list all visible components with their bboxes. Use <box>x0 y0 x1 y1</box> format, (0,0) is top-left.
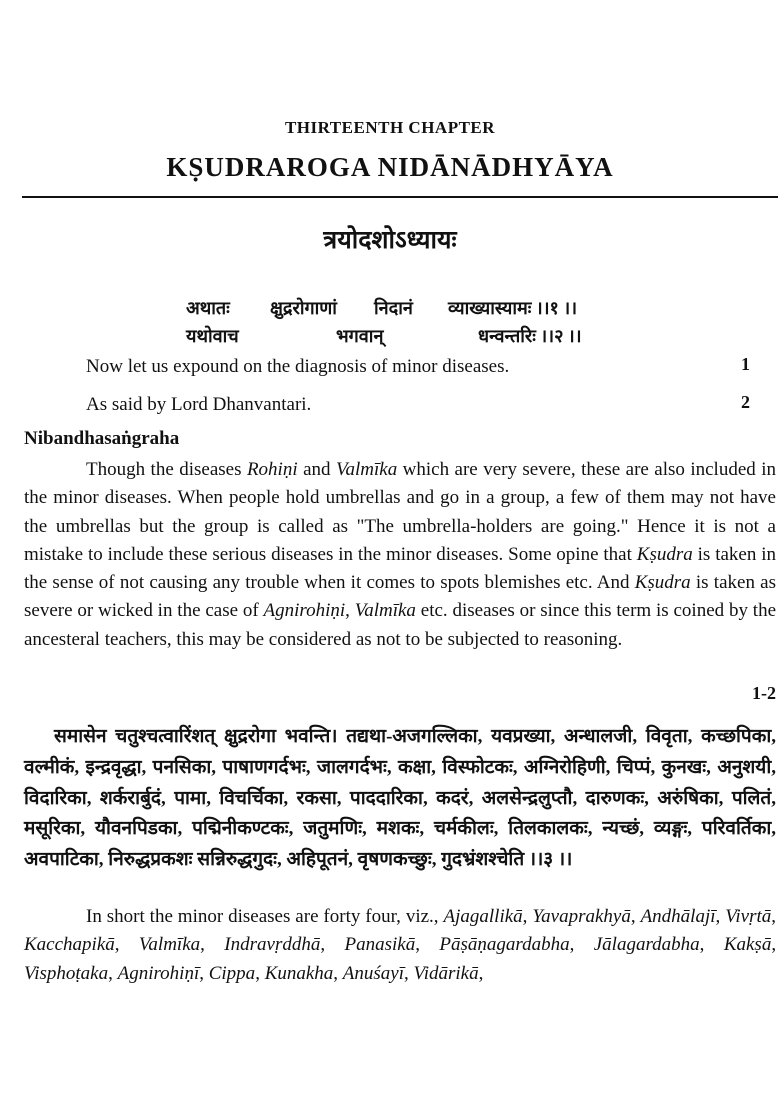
translation-1: Now let us expound on the diagnosis of minor diseases. <box>86 356 510 377</box>
verse-reference: 1-2 <box>752 683 776 703</box>
verse-word: निदानं <box>374 298 413 318</box>
chapter-number: THIRTEENTH CHAPTER <box>284 118 496 137</box>
title-divider <box>22 196 778 198</box>
translation-2: As said by Lord Dhanvantari. <box>86 394 312 415</box>
verse-1 <box>0 296 780 322</box>
verse-word: भगवान् <box>336 326 384 346</box>
verse-number-1: 1 <box>741 354 750 374</box>
translation-text: In short the minor diseases are forty four, viz., Ajagallikā, Yavaprakhyā, Andhālajī, Vivṛtā, Kacchapikā, Valmīka, Indravṛddhā, Panasikā, Pāṣāṇagardabha, Jālagardabha, Kakṣā, Visphoṭaka, Agnirohiṇī, Cippa, Kunakha, Anuśayī, Vidārikā, <box>24 906 777 984</box>
sanskrit-paragraph <box>24 722 776 876</box>
sanskrit-text: समासेन चतुश्चत्वारिंशत् क्षुद्ररोगा भवन्ति। तद्यथा-अजगल्लिका, यवप्रख्या, अन्धालजी, विवृता, कच्छपिका, वल्मीकं, इन्द्रवृद्धा, पनसिका, पाषाणगर्दभः, जालगर्दभः, कक्षा, विस्फोटकः, अग्निरोहिणी, चिप्पं, कुनखः, अनुशयी, विदारिका, शर्करार्बुदं, पामा, विचर्चिका, रकसा, पाददारिका, कदरं, अलसेन्द्रलुप्तौ, दारुणकः, अरुंषिका, पलितं, मसूरिका, यौवनपिडका, पद्मिनीकण्टकः, जतुमणिः, मशकः, चर्मकीलः, तिलकालकः, न्यच्छं, व्यङ्गः, परिवर्तिका, अवपाटिका, निरुद्धप्रकशः सन्निरुद्धगुदः, अहिपूतनं, वृषणकच्छुः, गुदभ्रंशश्चेति ।।३ ।। <box>24 726 776 871</box>
verse-number-2: 2 <box>741 392 750 412</box>
chapter-title: KṢUDRAROGA NIDĀNĀDHYĀYA <box>166 152 614 182</box>
commentary-paragraph <box>24 456 776 654</box>
translation-paragraph <box>24 903 776 988</box>
verse-word: यथोवाच <box>186 326 239 346</box>
verse-2 <box>0 324 780 350</box>
verse-word: अथातः <box>186 298 230 318</box>
verse-word: धन्वन्तरिः ।।२ ।। <box>478 326 582 346</box>
verse-word: व्याख्यास्यामः ।।१ ।। <box>448 298 578 318</box>
sanskrit-chapter-title: त्रयोदशोऽध्यायः <box>323 227 457 254</box>
commentary-text: Though the diseases Rohiṇi and Valmīka which are very severe, these are also included in the minor diseases. When people hold umbrellas and go in a group, a few of them may not have the umbrellas but the group is called as "The umbrella-holders are going." Hence it is not a mistake to include these serious diseases in the minor diseases. Some opine that Kṣudra is taken in the sense of not causing any trouble when it comes to spots blemishes etc. And Kṣudra is taken as severe or wicked in the case of Agnirohiṇi, Valmīka etc. diseases or since this term is coined by the ancesteral teachers, this may be considered as not to be subjected to reasoning. <box>24 459 777 650</box>
verse-word: क्षुद्ररोगाणां <box>270 298 337 318</box>
commentary-heading: Nibandhasaṅgraha <box>24 428 180 449</box>
